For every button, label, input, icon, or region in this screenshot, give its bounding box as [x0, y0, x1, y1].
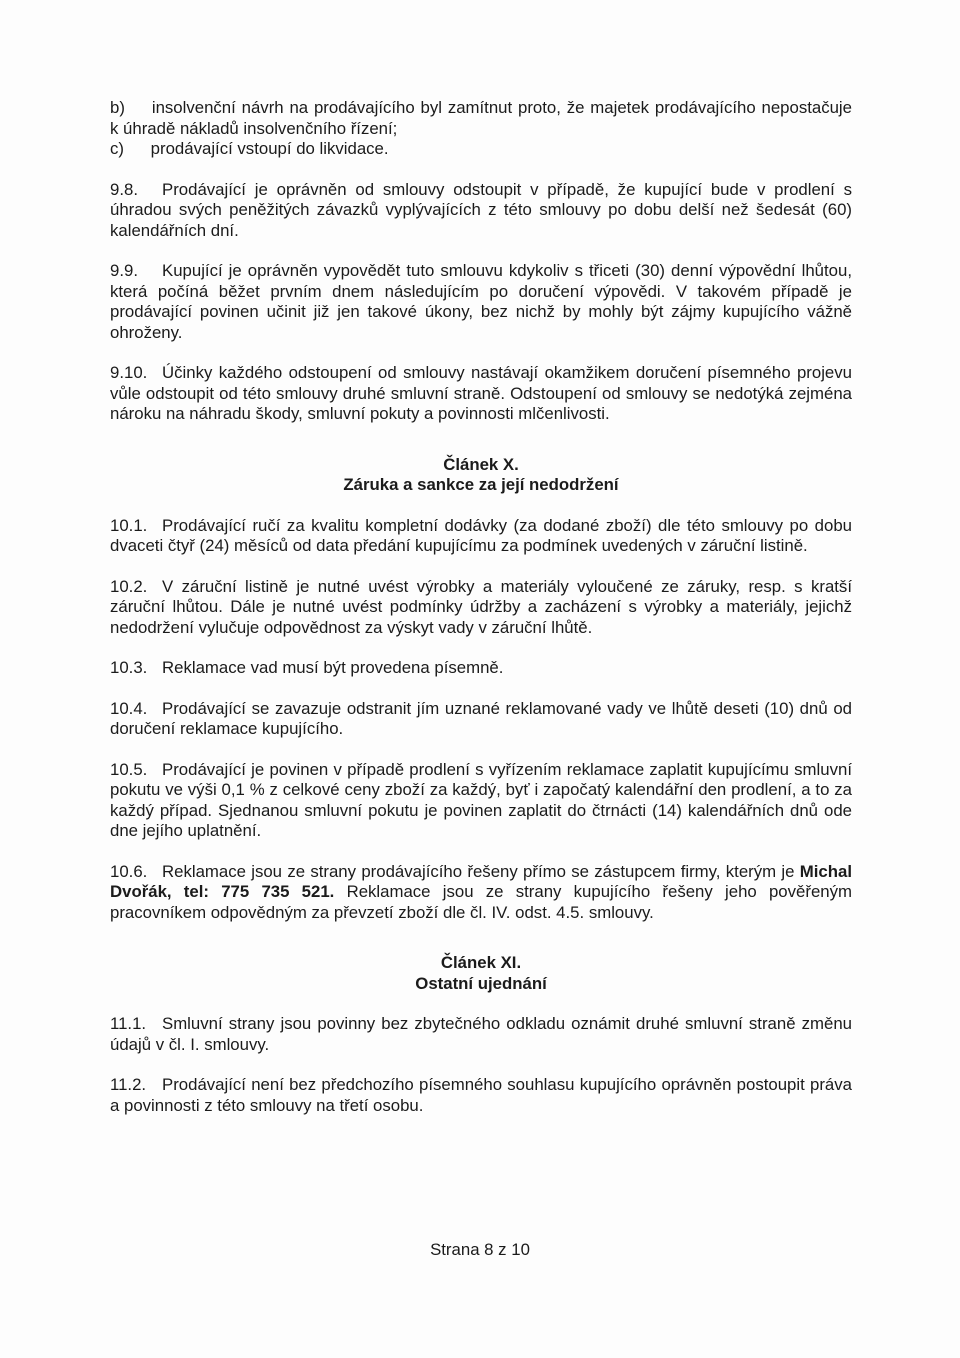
clause-number: 9.9. [110, 261, 138, 280]
clause-text: Účinky každého odstoupení od smlouvy nastávají okamžikem doručení písemného projevu vůle odstoupit od této smlouvy druhé smluvní straně. Odstoupení od smlouvy se nedotýká zejména nároku na náhradu škody, smluvní pokuty a povinnosti mlčenlivosti. [110, 363, 852, 423]
clause-number: 10.3. [110, 658, 148, 677]
clause-11-1 [110, 1014, 852, 1055]
article-number: Článek X. [443, 454, 519, 474]
clause-number: 11.1. [110, 1014, 147, 1033]
clause-text: Smluvní strany jsou povinny bez zbytečného odkladu oznámit druhé smluvní straně změnu údajů v čl. I. smlouvy. [110, 1014, 852, 1054]
page-footer: Strana 8 z 10 [430, 1240, 530, 1259]
clause-9-8 [110, 180, 852, 242]
clause-9-10 [110, 363, 852, 425]
clause-text: Prodávající je oprávněn od smlouvy odstoupit v případě, že kupující bude v prodlení s úhradou svých peněžitých závazků vyplývajících z této smlouvy po dobu delší než šedesát (60) kalendářních dní. [110, 179, 852, 240]
article-x-heading [110, 455, 852, 496]
article-title: Ostatní ujednání [415, 973, 547, 993]
clause-11-2 [110, 1075, 852, 1116]
list-label: b) [110, 98, 125, 117]
clause-text: Prodávající není bez předchozího písemného souhlasu kupujícího oprávněn postoupit práva a povinnosti z této smlouvy na třetí osobu. [110, 1075, 852, 1115]
list-text: prodávající vstoupí do likvidace. [150, 139, 389, 158]
clause-text: Reklamace vad musí být provedena písemně. [162, 658, 504, 677]
clause-text: Prodávající je povinen v případě prodlení s vyřízením reklamace zaplatit kupujícímu smluvní pokutu ve výši 0,1 % z celkové ceny zboží za každý, byť i započatý kalendářní den prodlení, a to za každý případ. Sjednanou smluvní pokutu je povinen zaplatit do čtrnácti (14) kalendářních dnů ode dne jejího uplatnění. [110, 759, 852, 840]
clause-9-9 [110, 261, 852, 343]
list-text: insolvenční návrh na prodávajícího byl zamítnut proto, že majetek prodávajícího nepostačuje k úhradě nákladů insolvenčního řízení; [110, 98, 852, 138]
clause-10-6 [110, 862, 852, 924]
clause-number: 10.6. [110, 861, 148, 881]
clause-10-3 [110, 658, 852, 679]
clause-text: V záruční listině je nutné uvést výrobky a materiály vyloučené ze záruky, resp. s kratší záruční lhůtou. Dále je nutné uvést podmínky údržby a zacházení s výrobky a materiály, jejichž nedodržení vylučuje odpovědnost za výskyt vady v záruční lhůtě. [110, 576, 852, 637]
clause-text: Prodávající ručí za kvalitu kompletní dodávky (za dodané zboží) dle této smlouvy po dobu dvaceti čtyř (24) měsíců od data předání kupujícímu za podmínek uvedených v záruční listině. [110, 515, 852, 555]
clause-10-1 [110, 516, 852, 557]
list-item-c [110, 139, 852, 160]
clause-10-2 [110, 577, 852, 639]
article-xi-heading [110, 953, 852, 994]
clause-number: 10.5. [110, 759, 148, 779]
clause-number: 9.8. [110, 179, 138, 199]
clause-10-5 [110, 760, 852, 842]
clause-text: Reklamace jsou ze strany prodávajícího řešeny přímo se zástupcem firmy, kterým je [162, 861, 800, 881]
clause-text: Prodávající se zavazuje odstranit jím uznané reklamované vady ve lhůtě deseti (10) dnů od doručení reklamace kupujícího. [110, 698, 852, 738]
clause-number: 10.2. [110, 576, 148, 596]
article-number: Článek XI. [440, 953, 522, 972]
clause-number: 10.4. [110, 698, 148, 718]
article-title: Záruka a sankce za její nedodržení [343, 475, 619, 494]
clause-number: 11.2. [110, 1075, 147, 1094]
clause-number: 9.10. [110, 363, 148, 382]
clause-text: Kupující je oprávněn vypovědět tuto smlouvu kdykoliv s třiceti (30) denní výpovědní lhůtou, která počíná běžet prvním dnem následujícím po doručení výpovědi. V takovém případě je prodávající povinen učinit již jen takové úkony, bez nichž by mohly být zájmy kupujícího vážně ohroženy. [110, 261, 852, 342]
clause-text-continued: Reklamace jsou ze strany kupujícího řešeny jeho pověřeným pracovníkem odpovědným za převzetí zboží dle čl. IV. odst. 4.5. smlouvy. [110, 882, 852, 922]
contact-person: Michal Dvořák, tel: 775 735 521. [110, 861, 852, 901]
clause-10-4 [110, 699, 852, 740]
page-content [110, 98, 852, 1136]
list-item-b [110, 98, 852, 139]
list-label: c) [110, 139, 124, 158]
clause-number: 10.1. [110, 515, 148, 535]
